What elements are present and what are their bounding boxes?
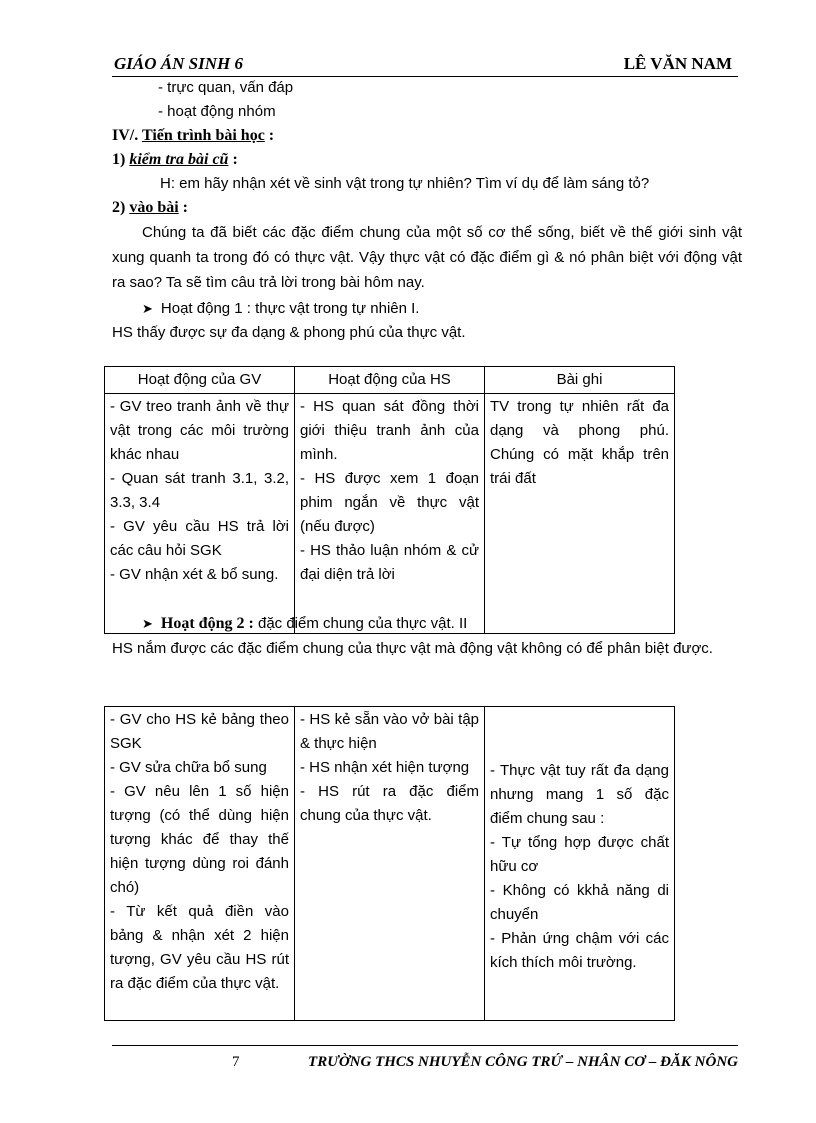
section-number: IV/. bbox=[112, 127, 139, 144]
subsection-number: 1) bbox=[112, 151, 126, 168]
subsection-title: vào bài bbox=[129, 199, 179, 216]
page-number: 7 bbox=[232, 1054, 240, 1070]
activity-heading: ➤ Hoạt động 1 : thực vật trong tự nhiên I. bbox=[142, 300, 420, 317]
lesson-note-cell: - Thực vật tuy rất đa dạng nhưng mang 1 số đặc điểm chung sau : - Tự tổng hợp được chất hữu cơ - Không có kkhả năng di chuyển - Phản ứng chậm với các kích thích môi trường. bbox=[485, 707, 675, 1021]
method-item: - trực quan, vấn đáp bbox=[158, 79, 294, 96]
subsection-number: 2) bbox=[112, 199, 126, 216]
document-body bbox=[112, 76, 742, 345]
table-row bbox=[105, 707, 675, 1021]
arrow-bullet-icon: ➤ bbox=[142, 616, 153, 631]
lesson-note-cell: TV trong tự nhiên rất đa dạng và phong phú. Chúng có mặt khắp trên trái đất bbox=[485, 394, 675, 634]
activity-table-1 bbox=[104, 366, 675, 634]
arrow-bullet-icon: ➤ bbox=[142, 301, 153, 316]
review-question: H: em hãy nhận xét về sinh vật trong tự nhiên? Tìm ví dụ để làm sáng tỏ? bbox=[160, 175, 650, 192]
activity-goal: HS thấy được sự đa dạng & phong phú của thực vật. bbox=[112, 324, 466, 341]
column-header: Hoạt động của GV bbox=[105, 367, 295, 394]
subsection-title: kiểm tra bài cũ bbox=[129, 151, 229, 168]
method-item: - hoạt động nhóm bbox=[158, 103, 276, 120]
column-header: Bài ghi bbox=[485, 367, 675, 394]
header-left: GIÁO ÁN SINH 6 bbox=[114, 54, 243, 73]
table-row bbox=[105, 394, 675, 634]
student-activity-cell: - HS kẻ sẵn vào vở bài tập & thực hiện - HS nhận xét hiện tượng - HS rút ra đặc điểm chung của thực vật. bbox=[295, 707, 485, 1021]
teacher-activity-cell: - GV treo tranh ảnh về thự vật trong các môi trường khác nhau - Quan sát tranh 3.1, 3.2, 3.3, 3.4 - GV yêu cầu HS trả lời các câu hỏi SGK - GV nhận xét & bổ sung. bbox=[105, 394, 295, 634]
section-heading: IV/. Tiến trình bài học : bbox=[112, 127, 275, 144]
student-activity-cell: - HS quan sát đồng thời giới thiệu tranh ảnh của mình. - HS được xem 1 đoạn phim ngắn về thực vật (nếu được) - HS thảo luận nhóm & cử đại diện trả lời bbox=[295, 394, 485, 634]
page-footer bbox=[112, 1045, 738, 1076]
intro-paragraph: Chúng ta đã biết các đặc điểm chung của một số cơ thể sống, biết về thế giới sinh vật xung quanh ta trong đó có thực vật. Vậy thực vật có đặc điểm gì & nó phân biệt với động vật ra sao? Ta sẽ tìm câu trả lời trong bài hôm nay. bbox=[112, 224, 742, 291]
teacher-activity-cell: - GV cho HS kẻ bảng theo SGK - GV sửa chữa bổ sung - GV nêu lên 1 số hiện tượng (có thể dùng hiện tượng khác để thay thế hiện tượng dùng roi đánh chó) - Từ kết quả điền vào bảng & nhận xét 2 hiện tượng, GV yêu cầu HS rút ra đặc điểm của thực vật. bbox=[105, 707, 295, 1021]
subsection-heading: 2) vào bài : bbox=[112, 199, 188, 216]
activity2-block bbox=[112, 612, 742, 661]
column-header: Hoạt động của HS bbox=[295, 367, 485, 394]
subsection-heading: 1) kiểm tra bài cũ : bbox=[112, 151, 238, 168]
activity-table-2 bbox=[104, 706, 675, 1021]
header-right: LÊ VĂN NAM bbox=[623, 54, 732, 73]
table-header-row bbox=[105, 367, 675, 394]
school-name: TRƯỜNG THCS NHUYỄN CÔNG TRỨ – NHÂN CƠ – ĐĂK NÔNG bbox=[308, 1054, 738, 1070]
section-title: Tiến trình bài học bbox=[141, 127, 265, 144]
activity-heading: ➤ Hoạt động 2 : đặc điểm chung của thực vật. II bbox=[142, 615, 468, 632]
activity-goal: HS nắm được các đặc điểm chung của thực vật mà động vật không có để phân biệt được. bbox=[112, 640, 713, 657]
page-header bbox=[112, 52, 738, 77]
